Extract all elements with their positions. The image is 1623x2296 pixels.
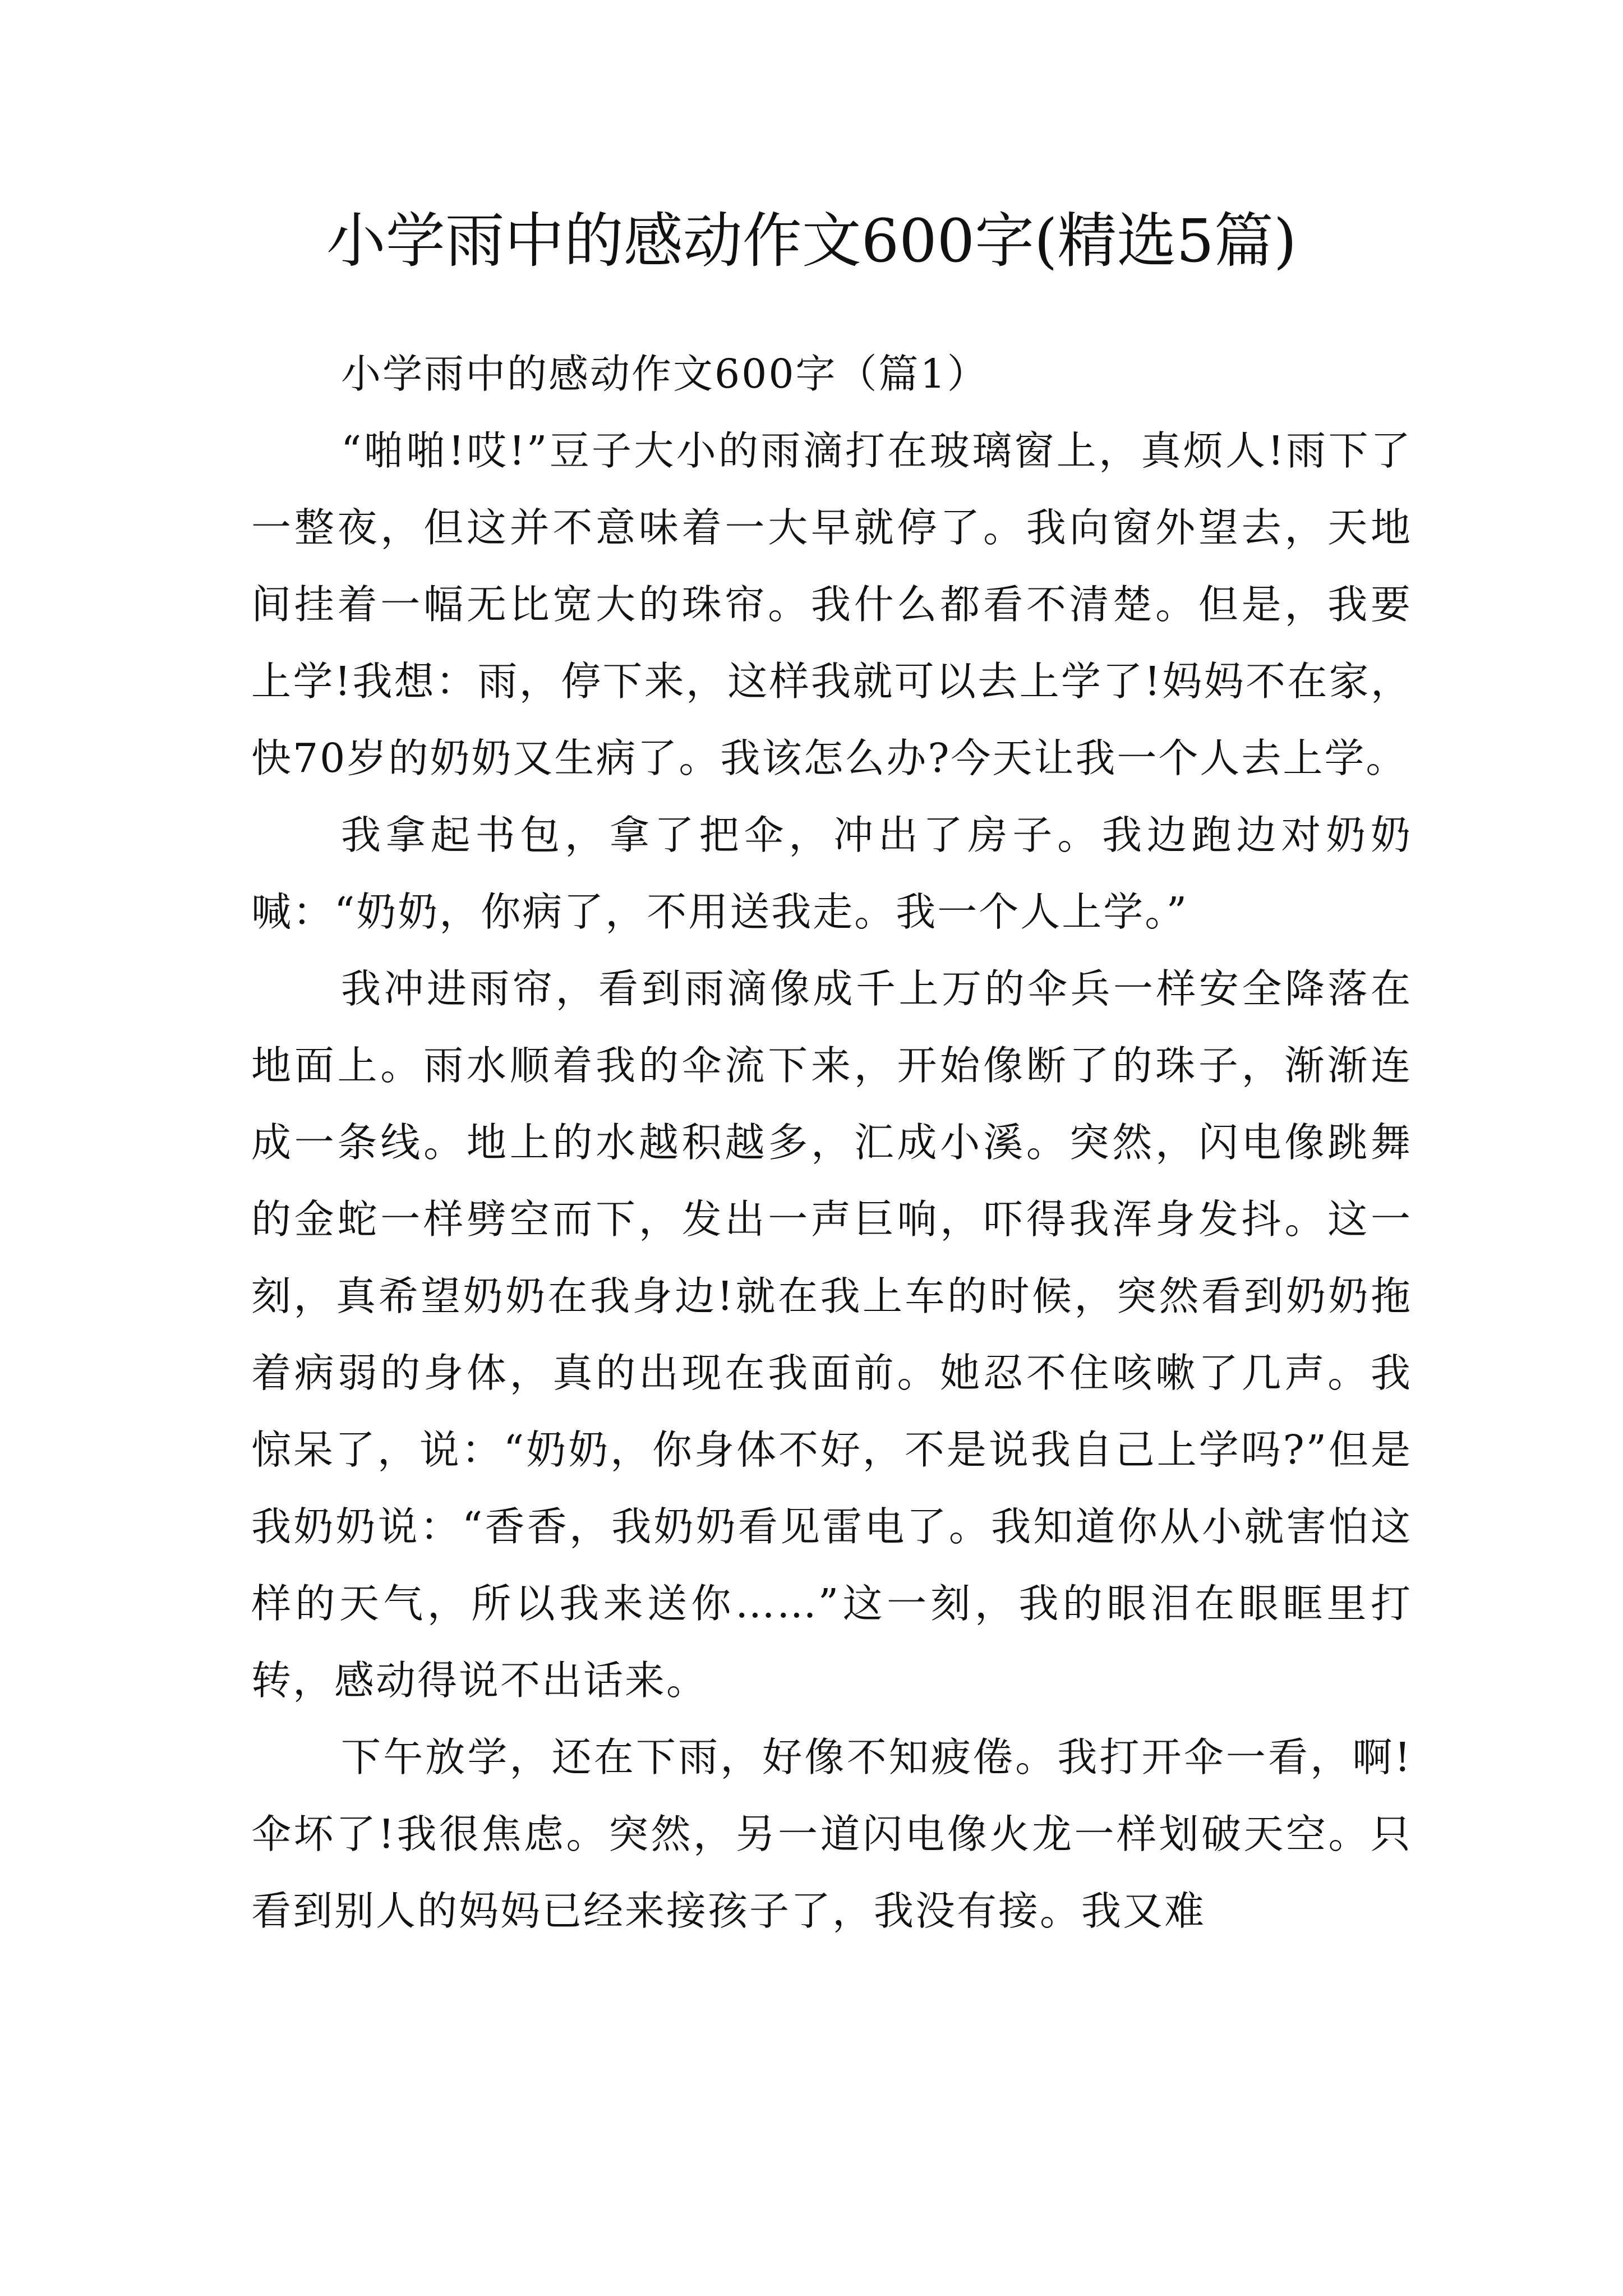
section-heading: 小学雨中的感动作文600字（篇1）: [341, 351, 989, 397]
document-title: 小学雨中的感动作文600字(精选5篇): [326, 206, 1297, 275]
paragraph-3: 我冲进雨帘，看到雨滴像成千上万的伞兵一样安全降落在地面上。雨水顺着我的伞流下来，开始像断了的珠子，渐渐连成一条线。地上的水越积越多，汇成小溪。突然，闪电像跳舞的金蛇一样劈空而下，发出一声巨响，吓得我浑身发抖。这一刻，真希望奶奶在我身边!就在我上车的时候，突然看到奶奶拖着病弱的身体，真的出现在我面前。她忍不住咳嗽了几声。我惊呆了，说：“奶奶，你身体不好，不是说我自己上学吗?”但是我奶奶说：“香香，我奶奶看见雷电了。我知道你从小就害怕这样的天气，所以我来送你……”这一刻，我的眼泪在眼眶里打转，感动得说不出话来。: [251, 965, 1412, 1704]
paragraph-4: 下午放学，还在下雨，好像不知疲倦。我打开伞一看，啊!伞坏了!我很焦虑。突然，另一道闪电像火龙一样划破天空。只看到别人的妈妈已经来接孩子了，我没有接。我又难: [251, 1734, 1412, 1934]
paragraph-1: “啪啪!哎!”豆子大小的雨滴打在玻璃窗上，真烦人!雨下了一整夜，但这并不意味着一大早就停了。我向窗外望去，天地间挂着一幅无比宽大的珠帘。我什么都看不清楚。但是，我要上学!我想：雨，停下来，这样我就可以去上学了!妈妈不在家，快70岁的奶奶又生病了。我该怎么办?今天让我一个人去上学。: [251, 427, 1412, 781]
document-body: [251, 335, 1412, 1949]
paragraph-2: 我拿起书包，拿了把伞，冲出了房子。我边跑边对奶奶喊：“奶奶，你病了，不用送我走。我一个人上学。”: [251, 812, 1412, 935]
